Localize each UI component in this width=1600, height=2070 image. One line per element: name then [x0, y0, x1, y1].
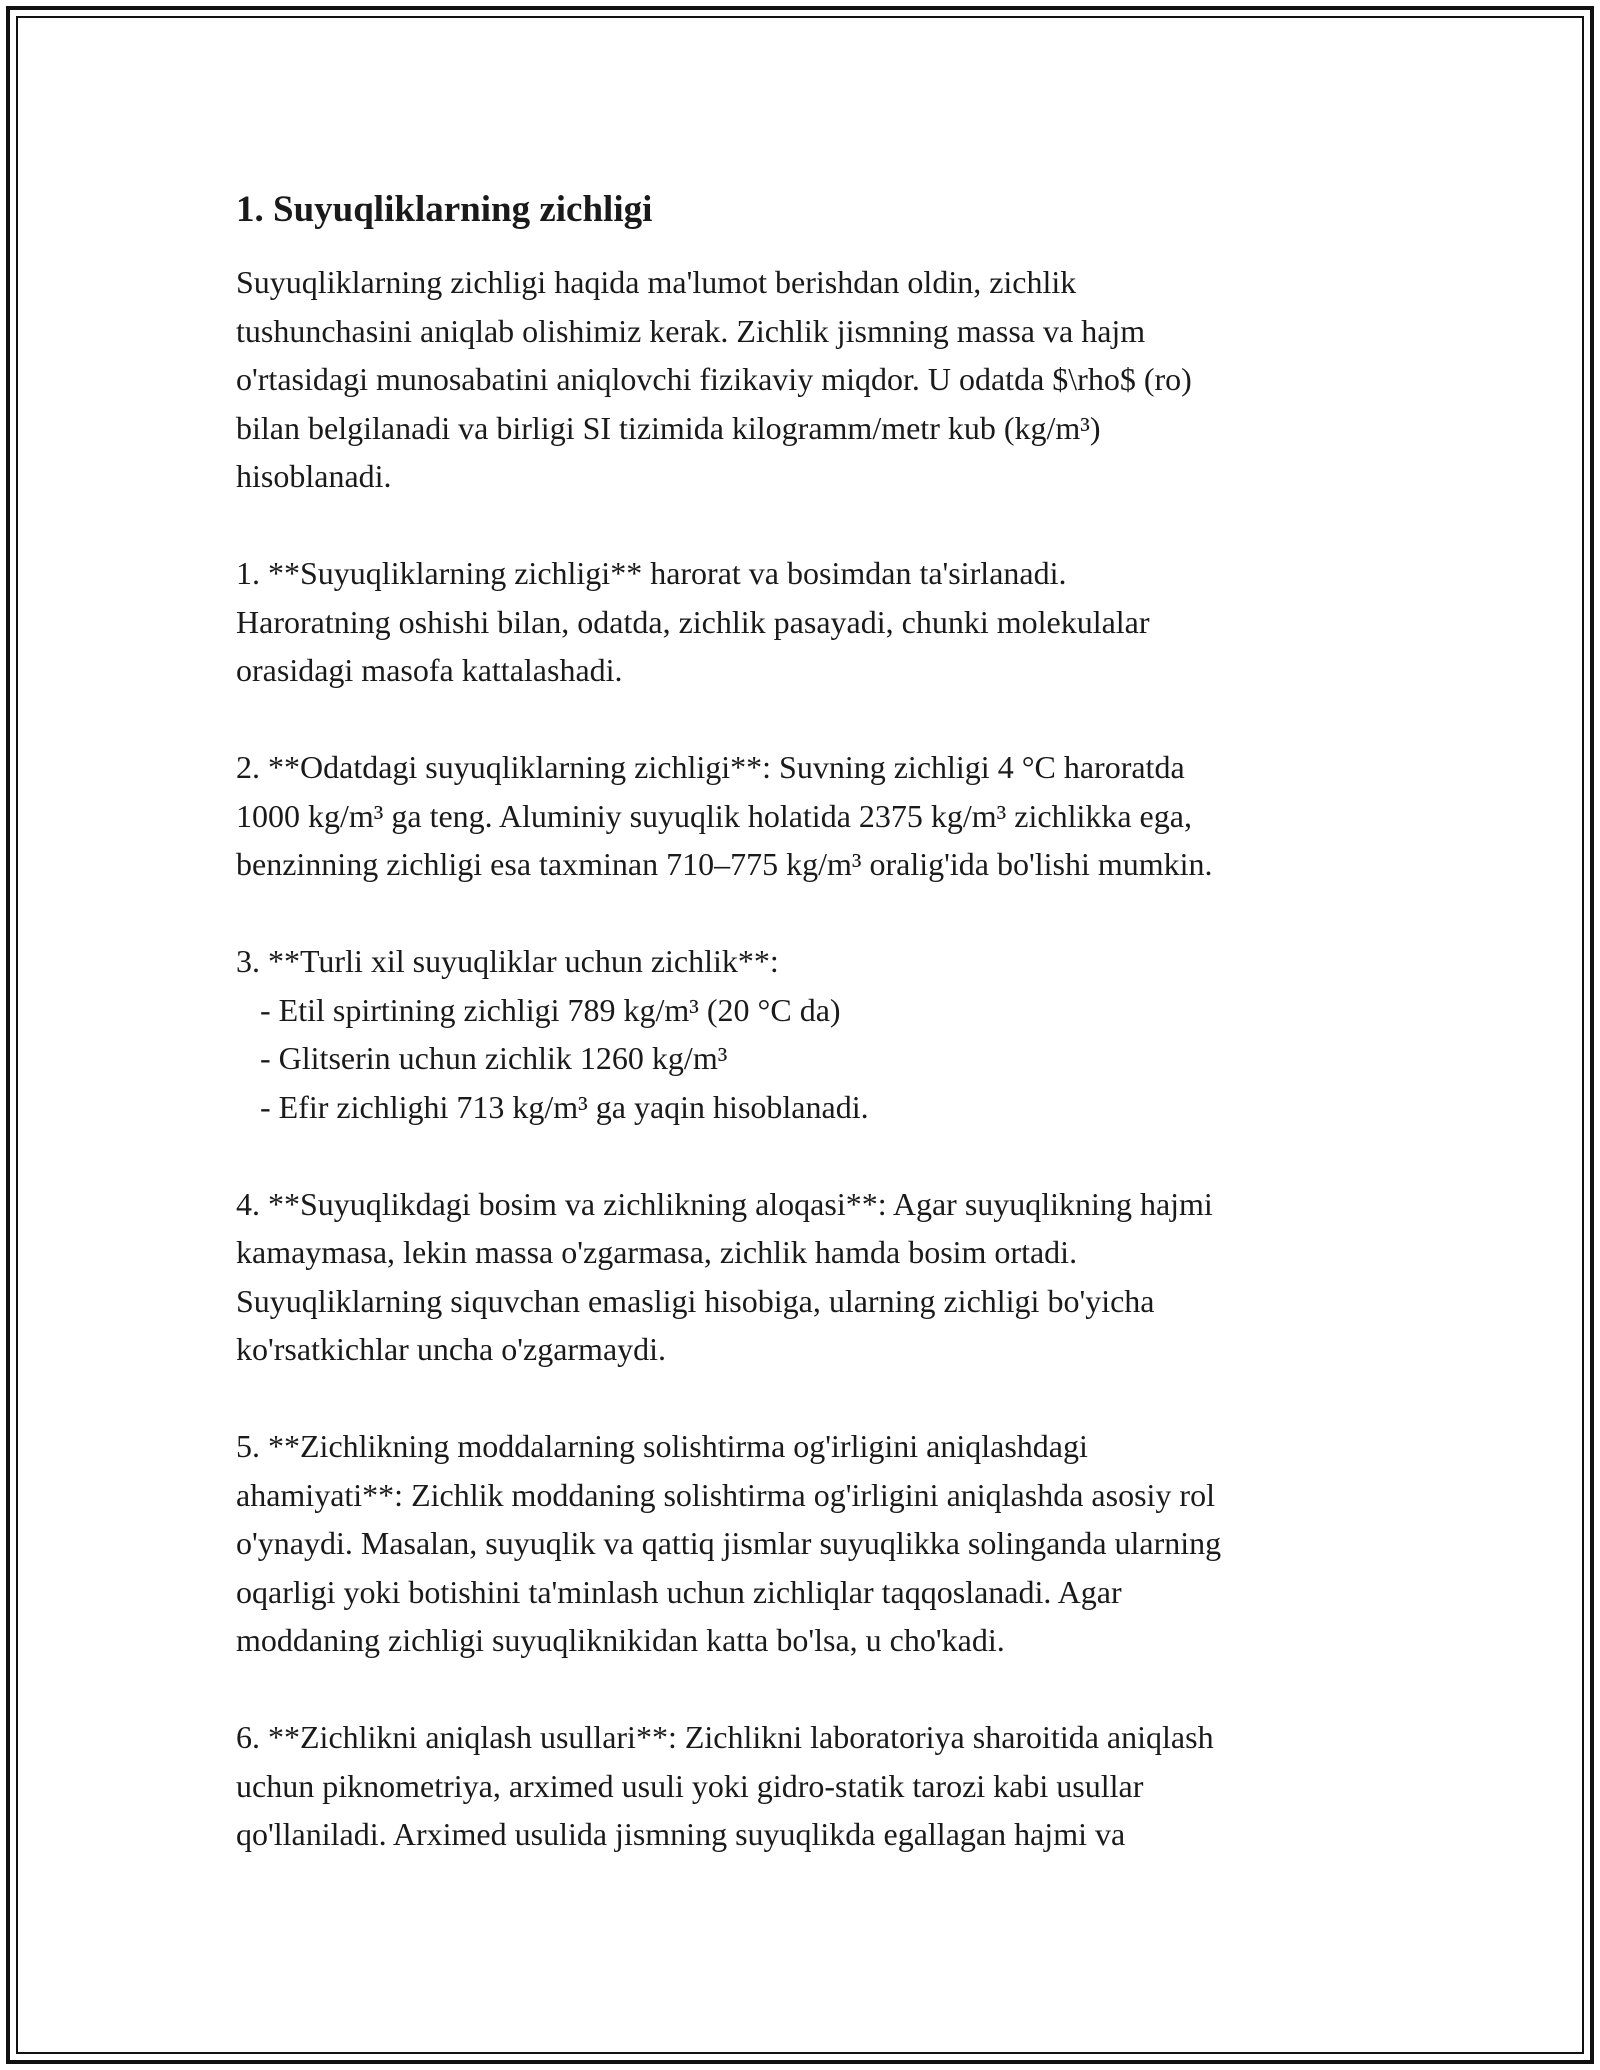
list-item-4: 4. **Suyuqlikdagi bosim va zichlikning aloqasi**: Agar suyuqlikning hajmi kamaymasa, lekin massa o'zgarmasa, zichlik hamda bosim ortadi. Suyuqliklarning siquvchan emasligi hisobiga, ularning zichligi bo'yicha ko'rsatkichlar uncha o'zgarmaydi.: [236, 1185, 1213, 1367]
intro-paragraph: Suyuqliklarning zichligi haqida ma'lumot berishdan oldin, zichlik tushunchasini aniqlab olishimiz kerak. Zichlik jismning massa va hajm o'rtasidagi munosabatini aniqlovchi fizikaviy miqdor. U odatda $\rho$ (ro) bilan belgilanadi va birligi SI tizimida kilogramm/metr kub (kg/m³) hisoblanadi.: [236, 264, 1192, 494]
document-body: [236, 186, 1396, 1859]
list-item-3: 3. **Turli xil suyuqliklar uchun zichlik**: - Etil spirtining zichligi 789 kg/m³ (20 °C da) - Glitserin uchun zichlik 1260 kg/m³ - Efir zichlighi 713 kg/m³ ga yaqin hisoblanadi.: [236, 943, 869, 1125]
list-item-1: 1. **Suyuqliklarning zichligi** harorat va bosimdan ta'sirlanadi. Haroratning oshishi bilan, odatda, zichlik pasayadi, chunki molekulalar orasidagi masofa kattalashadi.: [236, 555, 1150, 688]
list-item-2: 2. **Odatdagi suyuqliklarning zichligi**: Suvning zichligi 4 °C haroratda 1000 kg/m³ ga teng. Aluminiy suyuqlik holatida 2375 kg/m³ zichlikka ega, benzinning zichligi esa taxminan 710–775 kg/m³ oralig'ida bo'lishi mumkin.: [236, 749, 1213, 882]
list-item-6: 6. **Zichlikni aniqlash usullari**: Zichlikni laboratoriya sharoitida aniqlash uchun piknometriya, arximed usuli yoki gidro-statik tarozi kabi usullar qo'llaniladi. Arximed usulida jismning suyuqlikda egallagan hajmi va: [236, 1719, 1214, 1852]
section-heading: 1. Suyuqliklarning zichligi: [236, 189, 653, 230]
list-item-5: 5. **Zichlikning moddalarning solishtirma og'irligini aniqlashdagi ahamiyati**: Zichlik moddaning solishtirma og'irligini aniqlashda asosiy rol o'ynaydi. Masalan, suyuqlik va qattiq jismlar suyuqlikka solinganda ularning oqarligi yoki botishini ta'minlash uchun zichliqlar taqqoslanadi. Agar moddaning zichligi suyuqliknikidan katta bo'lsa, u cho'kadi.: [236, 1428, 1222, 1658]
